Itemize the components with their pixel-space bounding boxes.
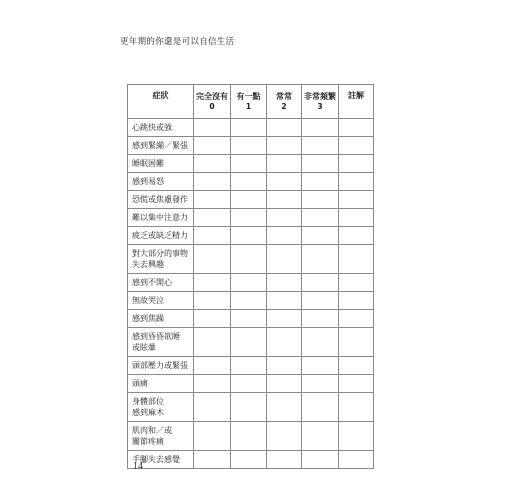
symptom-cell: 難以集中注意力 xyxy=(128,209,194,227)
symptom-cell: 肌肉和／或 關節疼痛 xyxy=(128,422,194,451)
symptom-cell: 對大部分的事物 失去興趣 xyxy=(128,245,194,274)
symptom-cell: 感到昏昏欲睡 或眩暈 xyxy=(128,328,194,357)
checkbox-cell-1[interactable] xyxy=(231,119,267,137)
notes-cell[interactable] xyxy=(339,209,374,227)
header-level-value: 1 xyxy=(245,101,252,111)
checkbox-cell-3[interactable] xyxy=(302,393,339,422)
checkbox-cell-0[interactable] xyxy=(194,274,231,292)
checkbox-cell-1[interactable] xyxy=(231,451,267,469)
checkbox-cell-1[interactable] xyxy=(231,393,267,422)
checkbox-cell-1[interactable] xyxy=(231,227,267,245)
checkbox-cell-2[interactable] xyxy=(267,357,302,375)
checkbox-cell-3[interactable] xyxy=(302,451,339,469)
checkbox-cell-1[interactable] xyxy=(231,422,267,451)
checkbox-cell-3[interactable] xyxy=(302,209,339,227)
table-row xyxy=(128,209,374,227)
checkbox-cell-3[interactable] xyxy=(302,191,339,209)
checkbox-cell-2[interactable] xyxy=(267,191,302,209)
table-row xyxy=(128,357,374,375)
symptom-cell: 頭部壓力或緊張 xyxy=(128,357,194,375)
symptom-cell: 睡眠困難 xyxy=(128,155,194,173)
symptom-cell: 頭痛 xyxy=(128,375,194,393)
notes-cell[interactable] xyxy=(339,227,374,245)
header-level-label: 常常 xyxy=(276,91,292,101)
symptom-cell: 恐慌或焦慮發作 xyxy=(128,191,194,209)
header-level-none xyxy=(194,85,231,119)
checkbox-cell-0[interactable] xyxy=(194,357,231,375)
symptom-cell: 手腳失去感覺 xyxy=(128,451,194,469)
checkbox-cell-0[interactable] xyxy=(194,137,231,155)
checkbox-cell-3[interactable] xyxy=(302,328,339,357)
symptom-cell: 感到緊繃／緊張 xyxy=(128,137,194,155)
notes-cell[interactable] xyxy=(339,137,374,155)
table-row xyxy=(128,422,374,451)
checkbox-cell-3[interactable] xyxy=(302,357,339,375)
symptom-cell: 身體部位 感到麻木 xyxy=(128,393,194,422)
checkbox-cell-0[interactable] xyxy=(194,119,231,137)
checkbox-cell-3[interactable] xyxy=(302,227,339,245)
table-row xyxy=(128,328,374,357)
checkbox-cell-3[interactable] xyxy=(302,155,339,173)
checkbox-cell-3[interactable] xyxy=(302,292,339,310)
notes-cell[interactable] xyxy=(339,357,374,375)
page-heading: 更年期的你還是可以自信生活 xyxy=(120,37,235,47)
checkbox-cell-0[interactable] xyxy=(194,173,231,191)
header-level-often xyxy=(267,85,302,119)
table-row xyxy=(128,310,374,328)
table-row xyxy=(128,119,374,137)
notes-cell[interactable] xyxy=(339,451,374,469)
checkbox-cell-3[interactable] xyxy=(302,375,339,393)
checkbox-cell-1[interactable] xyxy=(231,292,267,310)
checkbox-cell-1[interactable] xyxy=(231,245,267,274)
checkbox-cell-3[interactable] xyxy=(302,119,339,137)
header-level-value: 0 xyxy=(209,101,215,111)
symptom-table xyxy=(127,84,374,469)
checkbox-cell-3[interactable] xyxy=(302,422,339,451)
notes-cell[interactable] xyxy=(339,292,374,310)
checkbox-cell-2[interactable] xyxy=(267,227,302,245)
table-header-row xyxy=(128,85,374,119)
notes-cell[interactable] xyxy=(339,119,374,137)
notes-cell[interactable] xyxy=(339,274,374,292)
checkbox-cell-3[interactable] xyxy=(302,310,339,328)
checkbox-cell-1[interactable] xyxy=(231,191,267,209)
notes-cell[interactable] xyxy=(339,310,374,328)
header-level-value: 2 xyxy=(281,101,287,111)
notes-cell[interactable] xyxy=(339,422,374,451)
table-row xyxy=(128,155,374,173)
checkbox-cell-1[interactable] xyxy=(231,173,267,191)
checkbox-cell-1[interactable] xyxy=(231,328,267,357)
symptom-cell: 無故哭泣 xyxy=(128,292,194,310)
checkbox-cell-0[interactable] xyxy=(194,393,231,422)
checkbox-cell-1[interactable] xyxy=(231,357,267,375)
table-row xyxy=(128,137,374,155)
checkbox-cell-2[interactable] xyxy=(267,245,302,274)
checkbox-cell-0[interactable] xyxy=(194,292,231,310)
checkbox-cell-2[interactable] xyxy=(267,155,302,173)
table-row xyxy=(128,245,374,274)
header-level-little xyxy=(231,85,267,119)
header-level-very-often xyxy=(302,85,339,119)
checkbox-cell-1[interactable] xyxy=(231,137,267,155)
checkbox-cell-2[interactable] xyxy=(267,292,302,310)
symptom-cell: 感到焦躁 xyxy=(128,310,194,328)
checkbox-cell-3[interactable] xyxy=(302,137,339,155)
checkbox-cell-2[interactable] xyxy=(267,422,302,451)
table-row xyxy=(128,375,374,393)
symptom-cell: 感到易怒 xyxy=(128,173,194,191)
checkbox-cell-2[interactable] xyxy=(267,328,302,357)
header-level-label: 完全沒有 xyxy=(196,91,228,101)
checkbox-cell-2[interactable] xyxy=(267,137,302,155)
symptom-cell: 感到不開心 xyxy=(128,274,194,292)
checkbox-cell-0[interactable] xyxy=(194,209,231,227)
checkbox-cell-2[interactable] xyxy=(267,451,302,469)
checkbox-cell-2[interactable] xyxy=(267,375,302,393)
notes-cell[interactable] xyxy=(339,328,374,357)
header-level-label: 非常頻繁 xyxy=(304,91,336,101)
page-number: 14 xyxy=(133,461,143,472)
symptom-cell: 心跳快或強 xyxy=(128,119,194,137)
checkbox-cell-3[interactable] xyxy=(302,245,339,274)
table-row xyxy=(128,393,374,422)
checkbox-cell-0[interactable] xyxy=(194,310,231,328)
table-row xyxy=(128,173,374,191)
checkbox-cell-2[interactable] xyxy=(267,310,302,328)
checkbox-cell-0[interactable] xyxy=(194,245,231,274)
checkbox-cell-0[interactable] xyxy=(194,328,231,357)
checkbox-cell-1[interactable] xyxy=(231,310,267,328)
table-row xyxy=(128,191,374,209)
notes-cell[interactable] xyxy=(339,393,374,422)
checkbox-cell-1[interactable] xyxy=(231,209,267,227)
notes-cell[interactable] xyxy=(339,375,374,393)
notes-cell[interactable] xyxy=(339,155,374,173)
checkbox-cell-1[interactable] xyxy=(231,274,267,292)
checkbox-cell-2[interactable] xyxy=(267,173,302,191)
checkbox-cell-2[interactable] xyxy=(267,274,302,292)
header-level-label: 有一點 xyxy=(236,91,261,101)
checkbox-cell-0[interactable] xyxy=(194,422,231,451)
notes-cell[interactable] xyxy=(339,245,374,274)
checkbox-cell-0[interactable] xyxy=(194,191,231,209)
header-symptom: 症狀 xyxy=(128,85,194,119)
header-notes: 註解 xyxy=(339,85,374,119)
checkbox-cell-0[interactable] xyxy=(194,227,231,245)
checkbox-cell-3[interactable] xyxy=(302,274,339,292)
table-row xyxy=(128,451,374,469)
checkbox-cell-2[interactable] xyxy=(267,393,302,422)
table-row xyxy=(128,227,374,245)
checkbox-cell-2[interactable] xyxy=(267,119,302,137)
table-row xyxy=(128,274,374,292)
checkbox-cell-0[interactable] xyxy=(194,375,231,393)
checkbox-cell-3[interactable] xyxy=(302,173,339,191)
checkbox-cell-0[interactable] xyxy=(194,451,231,469)
table-row xyxy=(128,292,374,310)
checkbox-cell-1[interactable] xyxy=(231,155,267,173)
notes-cell[interactable] xyxy=(339,173,374,191)
header-level-value: 3 xyxy=(317,101,323,111)
checkbox-cell-1[interactable] xyxy=(231,375,267,393)
checkbox-cell-0[interactable] xyxy=(194,155,231,173)
symptom-cell: 疲乏或缺乏精力 xyxy=(128,227,194,245)
notes-cell[interactable] xyxy=(339,191,374,209)
checkbox-cell-2[interactable] xyxy=(267,209,302,227)
